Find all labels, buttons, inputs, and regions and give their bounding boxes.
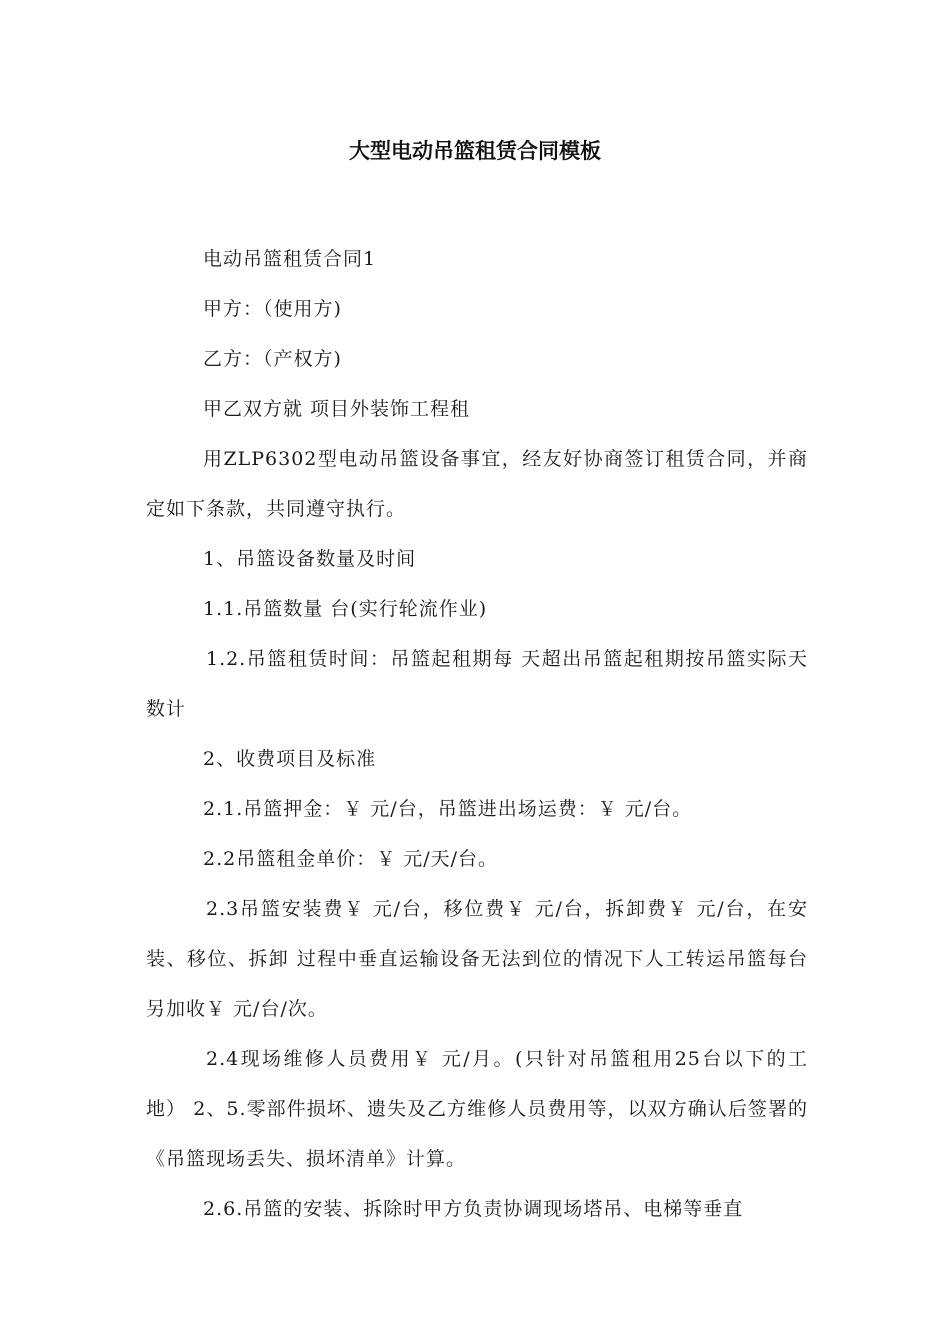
paragraph-party-a: 甲方：（使用方) xyxy=(203,298,342,320)
document-body xyxy=(146,234,808,1234)
paragraph-party-b: 乙方：（产权方) xyxy=(203,348,342,370)
paragraph-2-4: 2.4现场维修人员费用￥ 元/月。(只针对吊篮租用25台以下的工地） 2、5.零部件损坏、遗失及乙方维修人员费用等，以双方确认后签署的《吊篮现场丢失、损坏清单》计算。 xyxy=(146,1048,808,1170)
paragraph-section-2: 2、收费项目及标准 xyxy=(203,748,377,770)
paragraph-2-6: 2.6.吊篮的安装、拆除时甲方负责协调现场塔吊、电梯等垂直 xyxy=(203,1198,744,1220)
paragraph-2-3: 2.3吊篮安装费￥ 元/台，移位费￥ 元/台，拆卸费￥ 元/台，在安装、移位、拆卸 过程中垂直运输设备无法到位的情况下人工转运吊篮每台另加收￥ 元/台/次。 xyxy=(146,898,808,1020)
paragraph-section-1: 1、吊篮设备数量及时间 xyxy=(203,548,417,570)
document-title: 大型电动吊篮租赁合同模板 xyxy=(349,139,601,163)
paragraph-intro-2: 用ZLP6302型电动吊篮设备事宜，经友好协商签订租赁合同，并商定如下条款，共同遵守执行。 xyxy=(146,448,808,520)
paragraph-heading: 电动吊篮租赁合同1 xyxy=(203,248,377,270)
paragraph-2-1: 2.1.吊篮押金：￥ 元/台，吊篮进出场运费：￥ 元/台。 xyxy=(203,798,693,820)
paragraph-intro-1: 甲乙双方就 项目外装饰工程租 xyxy=(203,398,471,420)
paragraph-1-2: 1.2.吊篮租赁时间：吊篮起租期每 天超出吊篮起租期按吊篮实际天数计 xyxy=(146,648,808,720)
paragraph-1-1: 1.1.吊篮数量 台(实行轮流作业) xyxy=(203,598,488,620)
paragraph-2-2: 2.2吊篮租金单价：￥ 元/天/台。 xyxy=(203,848,499,870)
